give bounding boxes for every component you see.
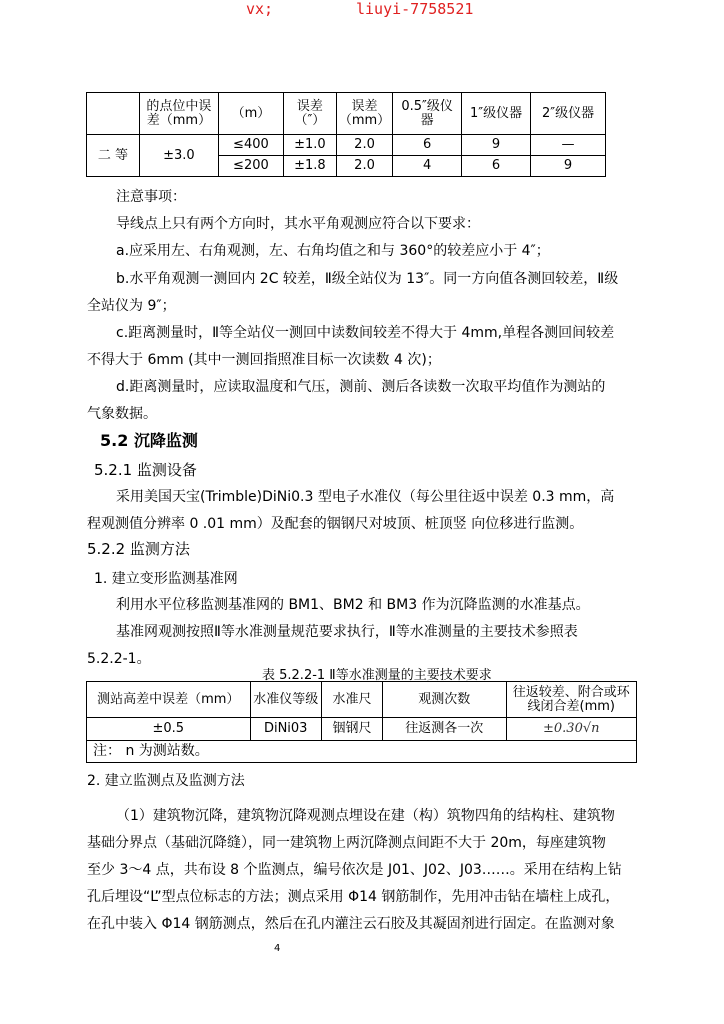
- note-a: a.应采用左、右角观测，左、右角均值之和与 360°的较差应小于 4″；: [116, 243, 550, 259]
- table-cell: 2.0: [336, 135, 392, 156]
- table-cell: 往返测各一次: [383, 718, 506, 740]
- table-cell: ±0.30√n: [506, 718, 637, 740]
- table-cell: 9: [462, 135, 531, 156]
- paragraph-line: 在孔中装入 Φ14 钢筋测点，然后在孔内灌注云石胶及其凝固剂进行固定。在监测对象: [87, 916, 615, 932]
- paragraph-line: （1）建筑物沉降，建筑物沉降观测点埋设在建（构）筑物四角的结构柱、建筑物: [116, 808, 615, 824]
- page-number: 4: [274, 943, 281, 954]
- table-cell: 误差（″）: [283, 93, 336, 135]
- list-item-1: 1. 建立变形监测基准网: [94, 571, 238, 587]
- note-d-line1: d.距离测量时，应读取温度和气压，测前、测后各读数一次取平均值作为测站的: [116, 379, 606, 395]
- table-cell: 观测次数: [383, 682, 506, 718]
- table-row: [87, 718, 637, 740]
- table-cell: 9: [531, 156, 606, 177]
- notes-intro: 导线点上只有两个方向时，其水平角观测应符合以下要求：: [116, 216, 480, 232]
- paragraph-line: 基础分界点（基础沉降缝），同一建筑物上两沉降测点间距不大于 20m，每座建筑物: [87, 835, 606, 851]
- table-cell: ≤200: [218, 156, 283, 177]
- table-cell: 1″级仪器: [462, 93, 531, 135]
- table-cell: （m）: [218, 93, 283, 135]
- table-cell: 铟钢尺: [321, 718, 382, 740]
- table-row: [87, 740, 637, 762]
- note-d-line2: 气象数据。: [87, 406, 157, 422]
- section-heading-5-2-2: 5.2.2 监测方法: [87, 540, 190, 558]
- table-cell: 2″级仪器: [531, 93, 606, 135]
- paragraph-line: 孔后埋设“L”型点位标志的方法；测点采用 Φ14 钢筋制作，先用冲击钻在墙柱上成孔，: [87, 889, 620, 905]
- table-cell: 6: [393, 135, 462, 156]
- table-note: 注： n 为测站数。: [87, 740, 637, 762]
- table-cell: ≤400: [218, 135, 283, 156]
- note-b-line2: 全站仪为 9″；: [87, 298, 176, 314]
- notes-title: 注意事项：: [116, 189, 186, 205]
- table-cell: DiNi03: [250, 718, 321, 740]
- table-cell: 4: [393, 156, 462, 177]
- table-header-row: [87, 93, 606, 135]
- table-cell: 的点位中误差（mm）: [139, 93, 218, 135]
- accuracy-table: [86, 92, 606, 177]
- paragraph-line: 5.2.2-1。: [87, 651, 151, 667]
- table-cell: 误差（mm）: [336, 93, 392, 135]
- paragraph-line: 利用水平位移监测基准网的 BM1、BM2 和 BM3 作为沉降监测的水准基点。: [116, 597, 590, 613]
- table-cell: ±1.0: [283, 135, 336, 156]
- note-c-line1: c.距离测量时，Ⅱ等全站仪一测回中读数间较差不得大于 4mm,单程各测回间较差: [116, 325, 615, 341]
- note-b-line1: b.水平角观测一测回内 2C 较差，Ⅱ级全站仪为 13″。同一方向值各测回较差，Ⅱ级: [116, 271, 619, 287]
- watermark-left: vx;: [246, 0, 274, 18]
- paragraph-line: 基准网观测按照Ⅱ等水准测量规范要求执行，Ⅱ等水准测量的主要技术参照表: [116, 624, 578, 640]
- point-error-cell: ±3.0: [139, 135, 218, 177]
- section-heading-5-2-1: 5.2.1 监测设备: [94, 461, 197, 479]
- table-cell: ±1.8: [283, 156, 336, 177]
- table-cell: —: [531, 135, 606, 156]
- watermark-right: liuyi-7758521: [356, 0, 474, 18]
- leveling-table: [86, 681, 637, 763]
- paragraph-line: 程观测值分辨率 0 .01 mm）及配套的铟钢尺对坡顶、桩顶竖 向位移进行监测。: [87, 516, 584, 532]
- paragraph-line: 采用美国天宝(Trimble)DiNi0.3 型电子水准仪（每公里往返中误差 0.3 mm，高: [116, 489, 615, 505]
- table-cell: ±0.5: [87, 718, 251, 740]
- table-cell: 0.5″级仪器: [393, 93, 462, 135]
- table-cell: [87, 93, 140, 135]
- table-cell: 水准尺: [321, 682, 382, 718]
- note-c-line2: 不得大于 6mm (其中一测回指照准目标一次读数 4 次)；: [87, 352, 441, 368]
- section-heading-5-2: 5.2 沉降监测: [100, 431, 198, 450]
- table-header-row: [87, 682, 637, 718]
- table-row: [87, 135, 606, 156]
- paragraph-line: 至少 3～4 点，共布设 8 个监测点，编号依次是 J01、J02、J03……。采用在结构上钻: [87, 862, 622, 878]
- grade-cell: 二 等: [87, 135, 140, 177]
- table-cell: 测站高差中误差（mm）: [87, 682, 251, 718]
- table-cell: 2.0: [336, 156, 392, 177]
- table-caption: 表 5.2.2-1 Ⅱ等水准测量的主要技术要求: [262, 668, 492, 683]
- table-cell: 6: [462, 156, 531, 177]
- table-cell: 往返较差、附合或环线闭合差(mm): [506, 682, 637, 718]
- table-cell: 水准仪等级: [250, 682, 321, 718]
- list-item-2: 2. 建立监测点及监测方法: [87, 773, 245, 789]
